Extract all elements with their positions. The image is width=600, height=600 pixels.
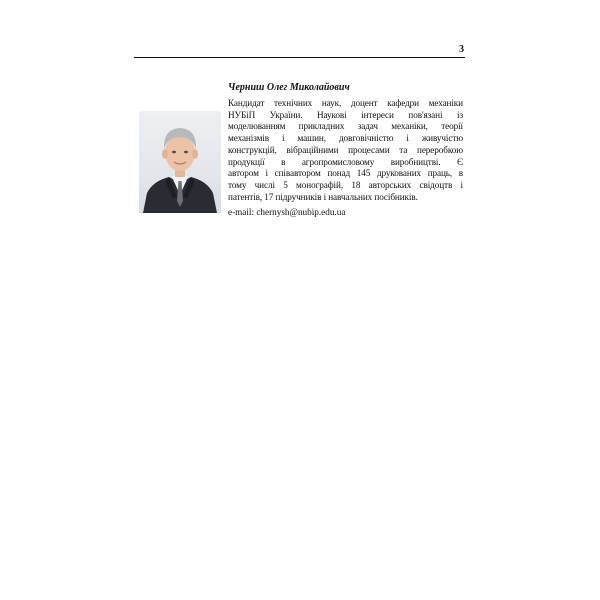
header-rule [134,57,465,58]
bio-line: моделюванням прикладних задач механіки, теорії [228,121,463,132]
author-bio [228,98,463,203]
bio-line: механізмів і машин, довговічністю і живучістю [228,133,463,144]
bio-line: автором і співавтором понад 145 друкованих праць, в [228,168,463,179]
bio-line: продукції в агропромисловому виробництві. Є [228,156,463,167]
page-number: 3 [459,44,464,55]
author-email[interactable]: e-mail: chernysh@nubip.edu.ua [228,207,346,217]
author-photo [139,111,221,213]
author-name: Черниш Олег Миколайович [228,82,350,93]
bio-line: патентів, 17 підручників і навчальних посібників. [228,191,418,202]
bio-line: Кандидат технічних наук, доцент кафедри механіки [228,98,463,108]
bio-line: тому числі 5 монографій, 18 авторських свідоцтв і [228,179,463,190]
bio-line: конструкцій, вібраційними процесами та переробкою [228,144,463,155]
bio-line: НУБіП України. Наукові інтереси пов'язані із [228,109,463,120]
